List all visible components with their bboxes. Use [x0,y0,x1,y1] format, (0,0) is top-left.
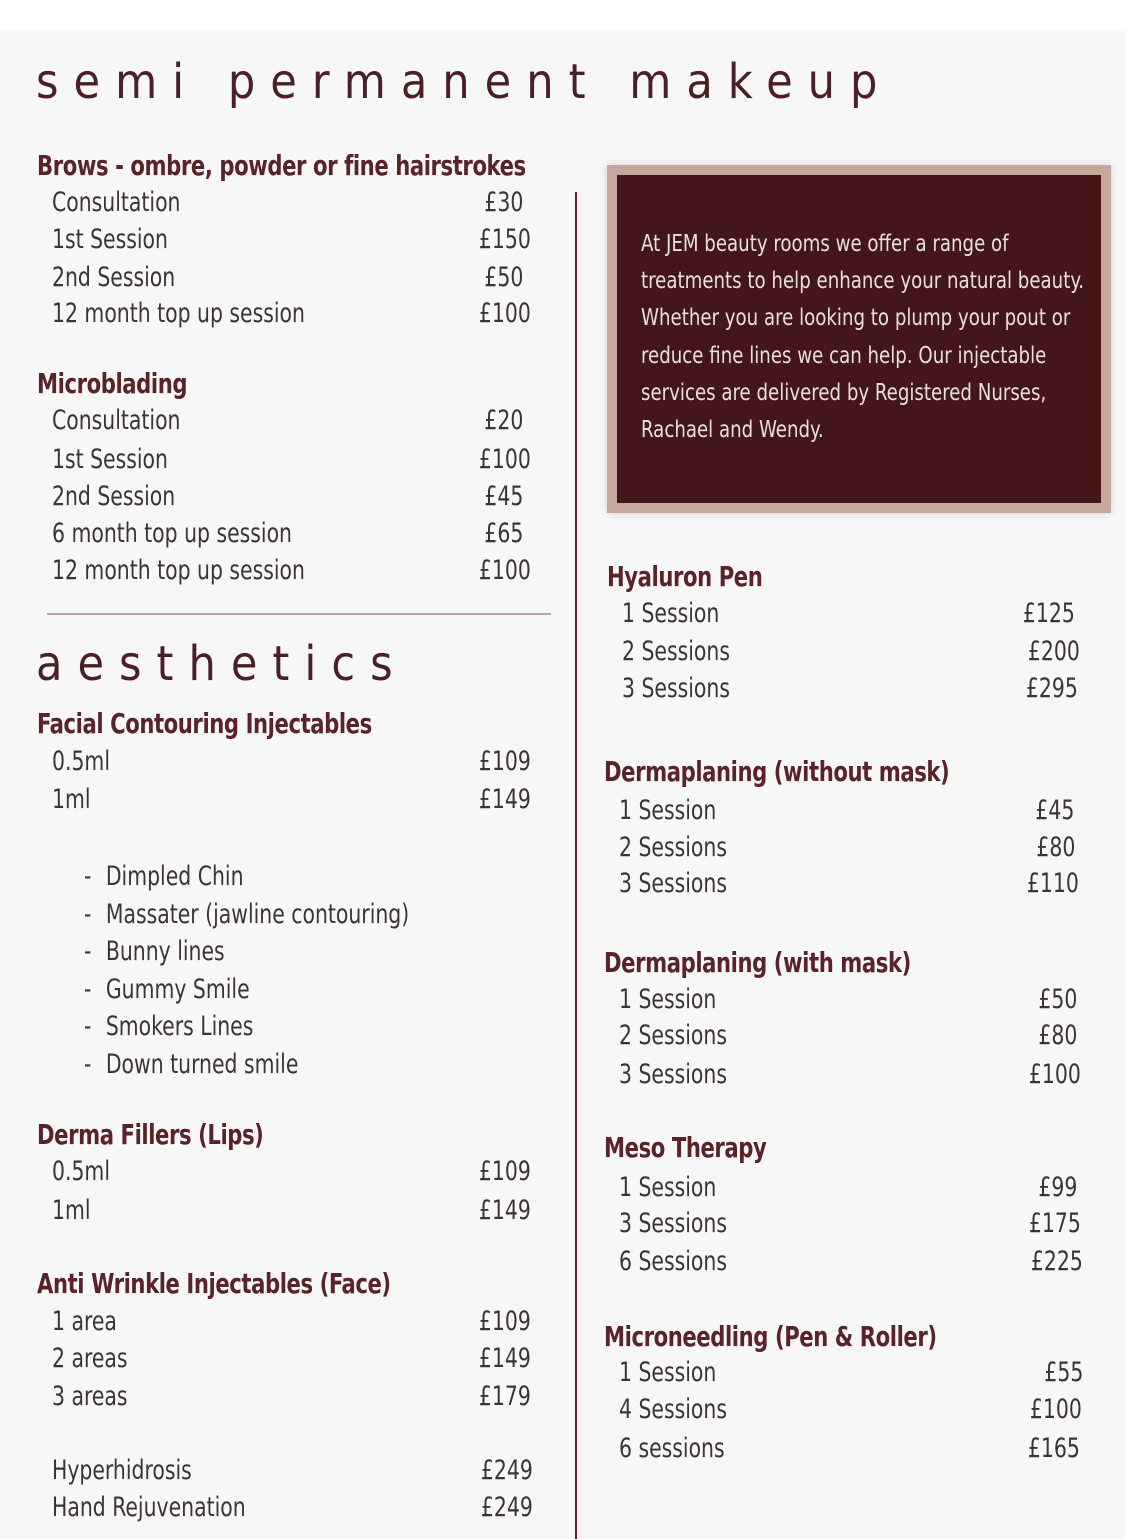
item-label: 6 month top up session [52,518,292,549]
item-price: £45 [1035,795,1074,826]
item-label: 1ml [52,784,91,815]
item-label: 1st Session [52,444,168,475]
item-price: £249 [481,1455,533,1486]
list-item: - Dimpled Chin [84,858,409,896]
item-price: £109 [479,1306,531,1337]
item-label: 3 Sessions [622,673,730,704]
title-aesthetics: aesthetics [36,636,408,692]
section-title-derma-fillers: Derma Fillers (Lips) [37,1118,264,1151]
section-divider [47,613,551,615]
facial-treatment-list [84,858,471,1083]
item-label: 1ml [52,1195,91,1226]
item-label: Hyperhidrosis [52,1455,192,1486]
item-price: £109 [479,746,531,777]
item-label: 3 Sessions [619,1208,727,1239]
item-price: £149 [479,1195,531,1226]
item-price: £100 [1030,1394,1082,1425]
list-item: - Bunny lines [84,933,409,971]
item-price: £110 [1027,868,1079,899]
title-semi-permanent-makeup: semi permanent makeup [36,54,893,110]
item-price: £295 [1026,673,1078,704]
item-price: £225 [1031,1246,1083,1277]
item-label: 2nd Session [52,481,176,512]
section-title-dermaplaning-without-mask: Dermaplaning (without mask) [604,755,950,788]
list-item: - Smokers Lines [84,1008,409,1046]
section-title-microblading: Microblading [37,367,188,400]
section-title-hyaluron-pen: Hyaluron Pen [607,560,763,593]
item-label: 2nd Session [52,262,176,293]
item-label: 1 Session [619,795,717,826]
info-box [617,175,1101,503]
list-item: - Gummy Smile [84,971,409,1009]
item-label: 6 Sessions [619,1246,727,1277]
item-price: £45 [484,481,523,512]
item-label: 1 Session [622,598,720,629]
item-label: 1 Session [619,984,717,1015]
item-label: 0.5ml [52,1156,110,1187]
item-price: £149 [479,784,531,815]
item-price: £175 [1029,1208,1081,1239]
item-label: 2 Sessions [619,832,727,863]
section-title-anti-wrinkle: Anti Wrinkle Injectables (Face) [37,1267,391,1300]
item-label: 1 area [52,1306,117,1337]
item-price: £150 [479,224,531,255]
item-price: £149 [479,1343,531,1374]
item-price: £100 [479,298,531,329]
list-item: - Down turned smile [84,1046,409,1084]
item-label: 2 Sessions [619,1020,727,1051]
item-price: £100 [479,555,531,586]
item-label: Consultation [52,405,181,436]
item-price: £50 [1038,984,1077,1015]
info-text: At JEM beauty rooms we offer a range of treatments to help enhance your natural beauty. Whether you are looking to plump your pout or reduce fine lines we can help. Our injectable services are delivered by Registered Nurses, Rachael and Wendy. [641,229,1084,444]
item-label: 2 areas [52,1343,128,1374]
item-label: 6 sessions [619,1433,725,1464]
item-label: 12 month top up session [52,555,305,586]
item-label: 0.5ml [52,746,110,777]
item-price: £100 [479,444,531,475]
item-price: £179 [479,1381,531,1412]
item-label: 2 Sessions [622,636,730,667]
info-box-frame [607,165,1111,513]
item-price: £125 [1023,598,1075,629]
item-label: Hand Rejuvenation [52,1492,246,1523]
item-label: 12 month top up session [52,298,305,329]
item-price: £50 [484,262,523,293]
top-band [0,0,1125,30]
item-price: £80 [1038,1020,1077,1051]
item-label: 1st Session [52,224,168,255]
item-price: £80 [1036,832,1075,863]
item-price: £55 [1044,1357,1083,1388]
item-price: £99 [1038,1172,1077,1203]
list-item: - Massater (jawline contouring) [84,896,409,934]
item-price: £20 [484,405,523,436]
item-price: £249 [481,1492,533,1523]
section-title-dermaplaning-with-mask: Dermaplaning (with mask) [604,946,911,979]
item-price: £30 [484,187,523,218]
item-price: £65 [484,518,523,549]
section-title-meso-therapy: Meso Therapy [604,1131,767,1164]
item-price: £109 [479,1156,531,1187]
section-title-facial-contouring: Facial Contouring Injectables [37,707,372,740]
column-divider [575,192,577,1539]
section-title-brows: Brows - ombre, powder or fine hairstrokes [37,149,526,182]
item-label: 3 areas [52,1381,128,1412]
item-label: 1 Session [619,1357,717,1388]
item-price: £200 [1028,636,1080,667]
item-price: £165 [1028,1433,1080,1464]
item-label: 4 Sessions [619,1394,727,1425]
item-label: 1 Session [619,1172,717,1203]
section-title-microneedling: Microneedling (Pen & Roller) [604,1320,937,1353]
item-label: 3 Sessions [619,1059,727,1090]
item-label: 3 Sessions [619,868,727,899]
item-label: Consultation [52,187,181,218]
item-price: £100 [1029,1059,1081,1090]
